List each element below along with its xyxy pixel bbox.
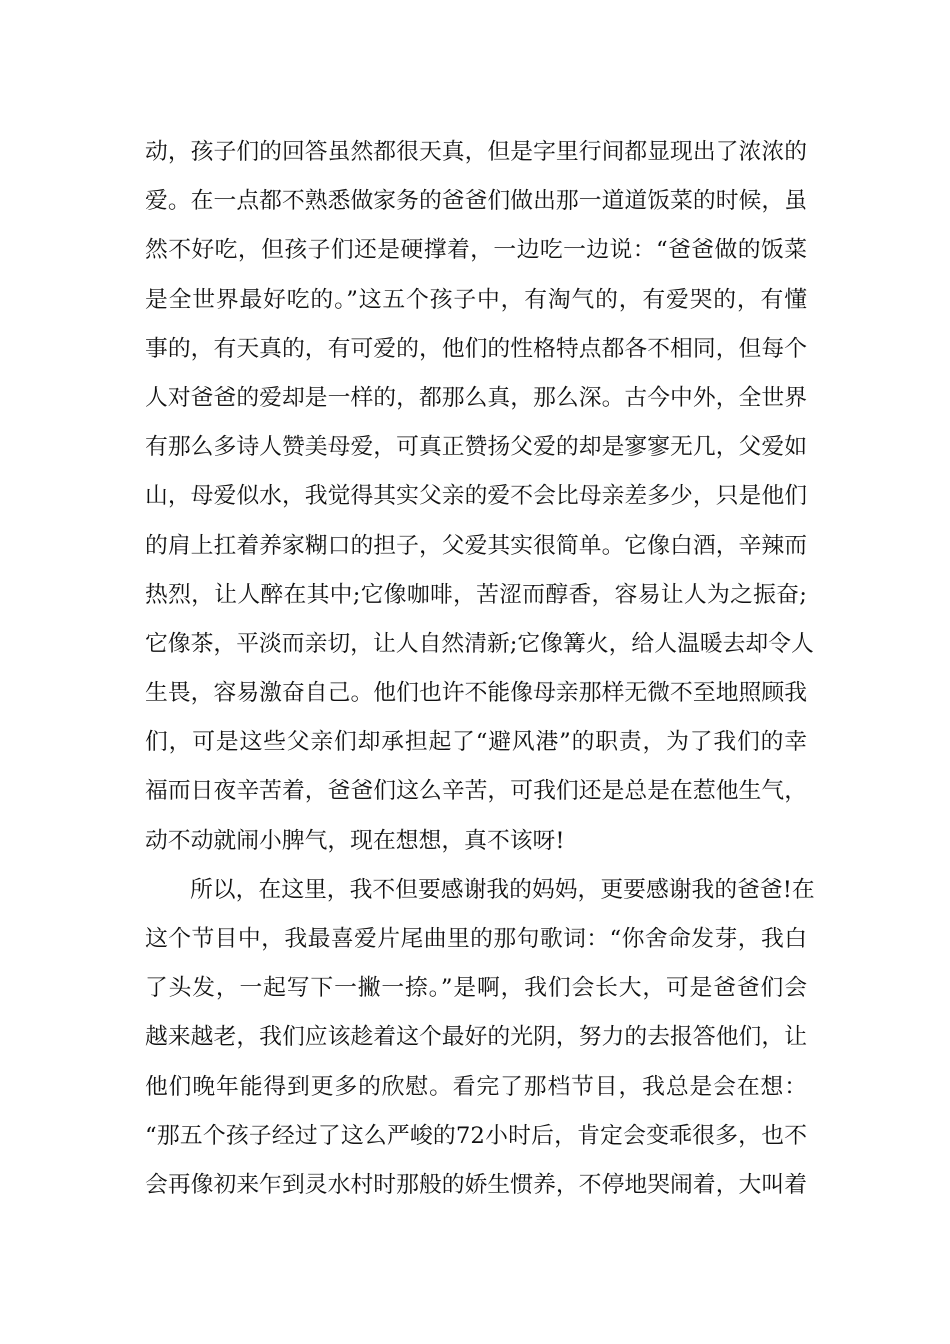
text-line: 们，可是这些父亲们却承担起了“避风港”的职责，为了我们的幸: [145, 729, 807, 756]
text-line: 有那么多诗人赞美母爱，可真正赞扬父爱的却是寥寥无几，父爱如: [145, 434, 807, 461]
text-line: 所以，在这里，我不但要感谢我的妈妈，更要感谢我的爸爸!在: [190, 876, 815, 903]
text-line: 是全世界最好吃的。”这五个孩子中，有淘气的，有爱哭的，有懂: [145, 286, 807, 313]
text-line: 爱。在一点都不熟悉做家务的爸爸们做出那一道道饭菜的时候，虽: [145, 188, 807, 215]
text-line: 他们晚年能得到更多的欣慰。看完了那档节目，我总是会在想：: [145, 1073, 807, 1100]
text-line: 越来越老，我们应该趁着这个最好的光阴，努力的去报答他们，让: [145, 1024, 807, 1051]
text-line: 事的，有天真的，有可爱的，他们的性格特点都各不相同，但每个: [145, 335, 807, 362]
text-line: 会再像初来乍到灵水村时那般的娇生惯养，不停地哭闹着，大叫着: [145, 1171, 807, 1198]
text-line: 热烈，让人醉在其中;它像咖啡，苦涩而醇香，容易让人为之振奋;: [145, 581, 807, 608]
text-line: 然不好吃，但孩子们还是硬撑着，一边吃一边说：“爸爸做的饭菜: [145, 237, 807, 264]
text-line: 动，孩子们的回答虽然都很天真，但是字里行间都显现出了浓浓的: [145, 139, 807, 165]
text-line: 的肩上扛着养家糊口的担子，父爱其实很简单。它像白酒，辛辣而: [145, 532, 807, 559]
text-line: 福而日夜辛苦着，爸爸们这么辛苦，可我们还是总是在惹他生气，: [145, 778, 807, 805]
body-text: [145, 132, 815, 1214]
text-line: 它像茶，平淡而亲切，让人自然清新;它像篝火，给人温暖去却令人: [145, 630, 814, 657]
text-line: “那五个孩子经过了这么严峻的72小时后，肯定会变乖很多，也不: [145, 1122, 807, 1149]
text-line: 这个节目中，我最喜爱片尾曲里的那句歌词：“你舍命发芽，我白: [145, 926, 807, 952]
text-line: 人对爸爸的爱却是一样的，都那么真，那么深。古今中外，全世界: [145, 384, 807, 411]
text-line: 动不动就闹小脾气，现在想想，真不该呀!: [145, 827, 565, 854]
text-line: 生畏，容易激奋自己。他们也许不能像母亲那样无微不至地照顾我: [145, 680, 807, 707]
text-line: 了头发，一起写下一撇一捺。”是啊，我们会长大，可是爸爸们会: [145, 975, 807, 1002]
text-line: 山，母爱似水，我觉得其实父亲的爱不会比母亲差多少，只是他们: [145, 483, 807, 510]
